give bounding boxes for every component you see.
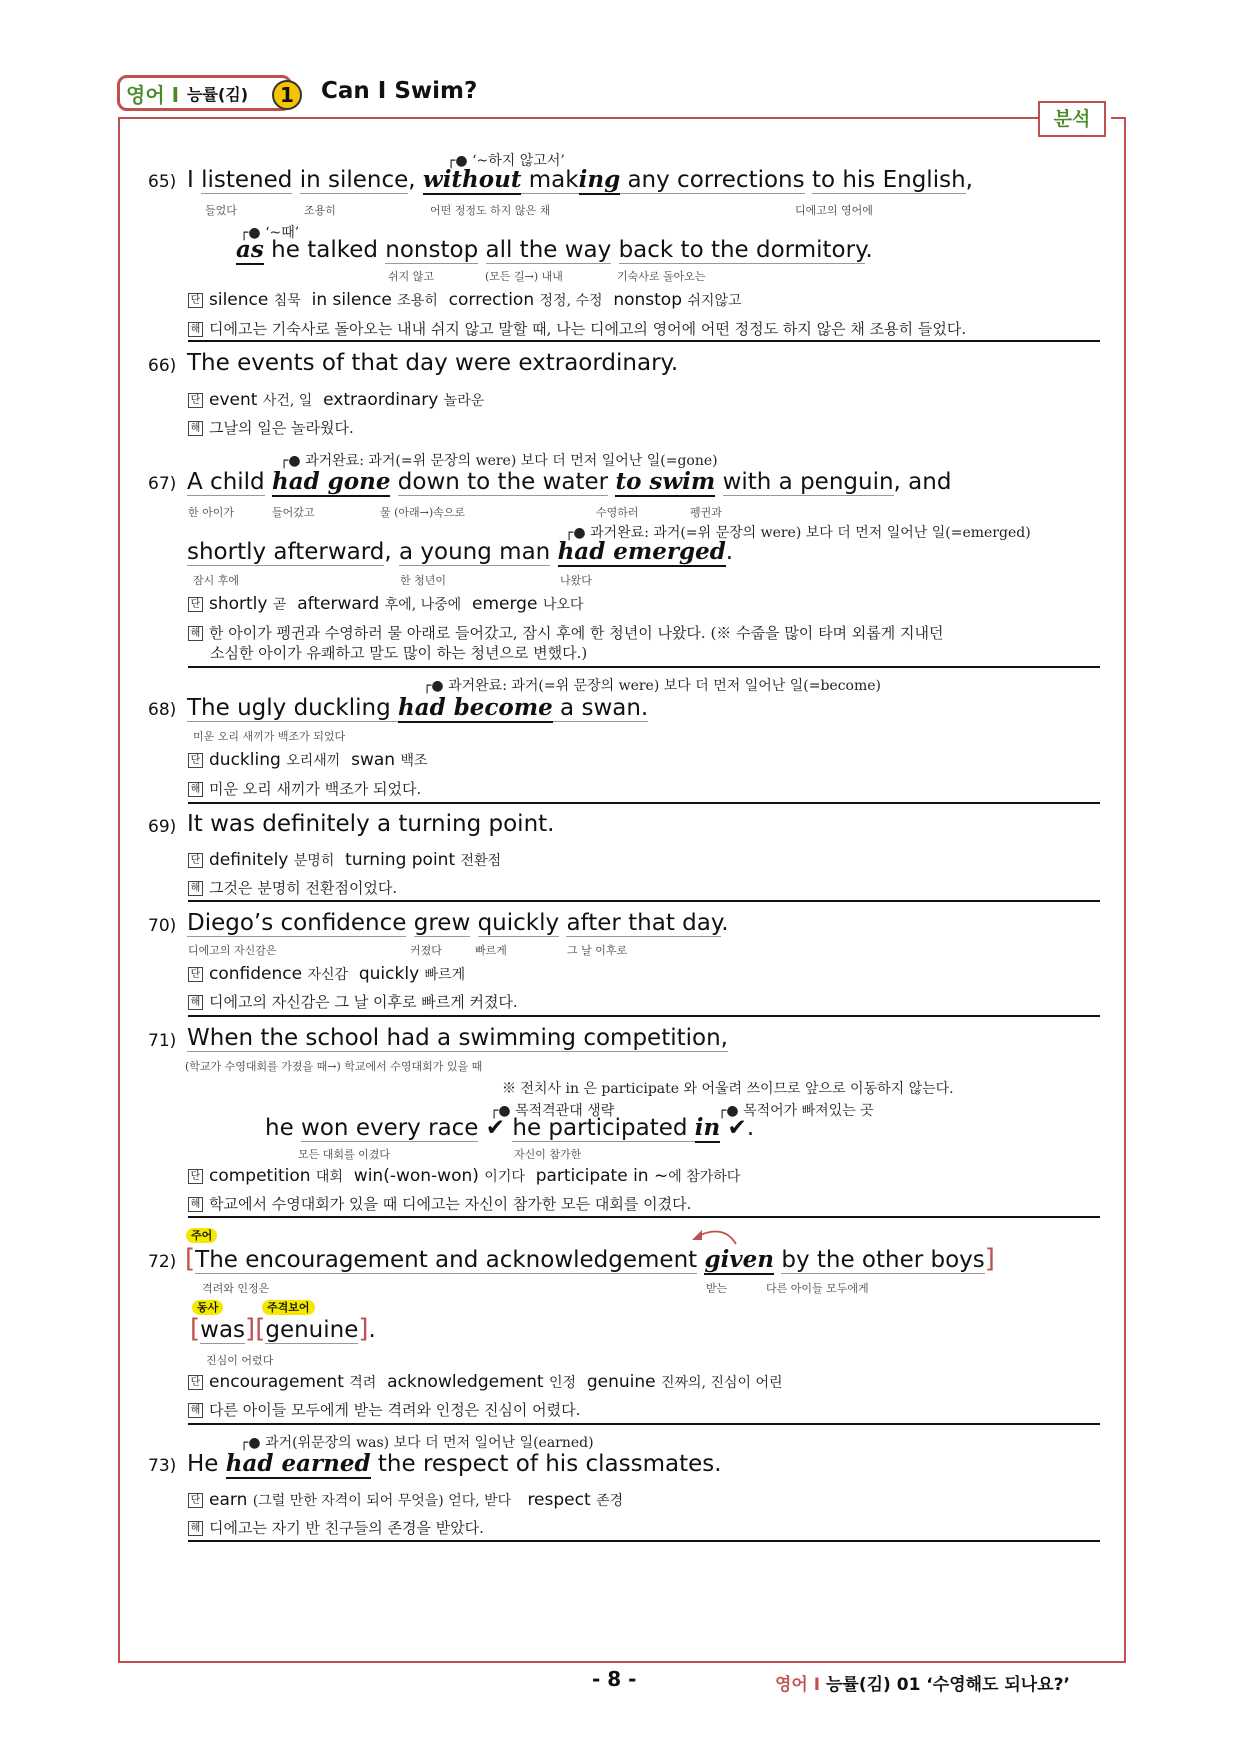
translation-line: 소심한 아이가 유쾌하고 말도 많이 하는 청년으로 변했다.) bbox=[210, 644, 588, 662]
gloss: 한 청년이 bbox=[400, 574, 447, 587]
gloss: 디에고의 영어에 bbox=[795, 204, 873, 217]
vocab-line: 단 event 사건, 일 extraordinary 놀라운 bbox=[188, 390, 484, 410]
sentence-line: It was definitely a turning point. bbox=[187, 811, 555, 837]
translation-line: 해 디에고는 자기 반 친구들의 존경을 받았다. bbox=[188, 1517, 484, 1538]
sentence-number: 70) bbox=[148, 916, 177, 936]
vocab-icon: 단 bbox=[188, 1375, 203, 1390]
lesson-number-badge: 1 bbox=[272, 80, 302, 110]
page-number: - 8 - bbox=[592, 1667, 637, 1691]
vocab-line: 단 shortly 곧 afterward 후에, 나중에 emerge 나오다 bbox=[188, 594, 583, 614]
grammar-note: ┌● 목적격관대 생략 bbox=[490, 1103, 615, 1119]
gloss: 받는 bbox=[706, 1282, 728, 1295]
sentence-line: [The encouragement and acknowledgement given by the other boys] bbox=[185, 1244, 995, 1274]
gloss: 어떤 정정도 하지 않은 채 bbox=[430, 204, 551, 217]
gloss: 기숙사로 돌아오는 bbox=[617, 270, 706, 283]
gloss: 들어갔고 bbox=[272, 506, 315, 519]
subject-tab bbox=[117, 75, 292, 111]
sentence-line: The events of that day were extraordinary. bbox=[187, 350, 679, 376]
vocab-line: 단 duckling 오리새끼 swan 백조 bbox=[188, 750, 428, 770]
vocab-icon: 단 bbox=[188, 393, 203, 408]
gloss: 나왔다 bbox=[560, 574, 592, 587]
gloss: 커졌다 bbox=[410, 944, 442, 957]
gloss: 모든 대회를 이겼다 bbox=[298, 1148, 391, 1161]
divider bbox=[188, 340, 1100, 342]
grammar-note: ※ 전치사 in 은 participate 와 어울려 쓰이므로 앞으로 이동하지 않는다. bbox=[502, 1081, 954, 1097]
grammar-note: ┌● ‘~하지 않고서’ bbox=[447, 153, 565, 169]
sentence-line: shortly afterward, a young man had emerged. bbox=[187, 538, 734, 565]
divider bbox=[188, 900, 1100, 902]
vocab-icon: 단 bbox=[188, 853, 203, 868]
gloss: 펭귄과 bbox=[690, 506, 722, 519]
divider bbox=[188, 1216, 1100, 1218]
sentence-number: 69) bbox=[148, 817, 177, 837]
analysis-tab: 분석 bbox=[1038, 101, 1106, 137]
vocab-line: 단 competition 대회 win(-won-won) 이기다 participate in ~에 참가하다 bbox=[188, 1166, 740, 1186]
vocab-icon: 단 bbox=[188, 293, 203, 308]
gloss: 격려와 인정은 bbox=[202, 1282, 270, 1295]
gloss: 그 날 이후로 bbox=[567, 944, 628, 957]
gloss: 쉬지 않고 bbox=[388, 270, 435, 283]
sentence-number: 72) bbox=[148, 1252, 177, 1272]
gloss: 빠르게 bbox=[475, 944, 507, 957]
vocab-icon: 단 bbox=[188, 967, 203, 982]
translation-line: 해 미운 오리 새끼가 백조가 되었다. bbox=[188, 778, 421, 799]
vocab-line: 단 confidence 자신감 quickly 빠르게 bbox=[188, 964, 465, 984]
translation-line: 해 그것은 분명히 전환점이었다. bbox=[188, 877, 397, 898]
translation-icon: 해 bbox=[188, 1403, 203, 1418]
grammar-note: ┌● 과거완료: 과거(=위 문장의 were) 보다 더 먼저 일어난 일(=become) bbox=[423, 678, 881, 694]
book-label: 능률(김) bbox=[187, 84, 249, 104]
vocab-icon: 단 bbox=[188, 753, 203, 768]
vocab-line: 단 definitely 분명히 turning point 전환점 bbox=[188, 850, 501, 870]
gloss: 다른 아이들 모두에게 bbox=[766, 1282, 869, 1295]
complement-tag: 주격보어 bbox=[262, 1300, 315, 1315]
grammar-note: ┌● 과거완료: 과거(=위 문장의 were) 보다 더 먼저 일어난 일(=gone) bbox=[280, 453, 718, 469]
gloss: 미운 오리 새끼가 백조가 되었다 bbox=[193, 730, 346, 743]
gloss: 자신이 참가한 bbox=[514, 1148, 582, 1161]
translation-line: 해 디에고의 자신감은 그 날 이후로 빠르게 커졌다. bbox=[188, 991, 518, 1012]
translation-icon: 해 bbox=[188, 421, 203, 436]
sentence-line: I listened in silence, without making any corrections to his English, bbox=[187, 166, 973, 193]
translation-line: 해 디에고는 기숙사로 돌아오는 내내 쉬지 않고 말할 때, 나는 디에고의 영어에 어떤 정정도 하지 않은 채 조용히 들었다. bbox=[188, 318, 966, 339]
divider bbox=[188, 1540, 1100, 1542]
subject-tag: 주어 bbox=[186, 1228, 217, 1243]
translation-icon: 해 bbox=[188, 881, 203, 896]
translation-line: 해 한 아이가 펭귄과 수영하러 물 아래로 들어갔고, 잠시 후에 한 청년이 나왔다. (※ 수줍을 많이 타며 외롭게 지내던 bbox=[188, 622, 944, 643]
sentence-line: Diego’s confidence grew quickly after that day. bbox=[187, 910, 729, 936]
sentence-number: 68) bbox=[148, 700, 177, 720]
footer-book-title: 영어 I 능률(김) 01 ‘수영해도 되나요?’ bbox=[775, 1675, 1070, 1695]
gloss: 한 아이가 bbox=[188, 506, 235, 519]
gloss: 잠시 후에 bbox=[193, 574, 240, 587]
gloss: 들었다 bbox=[205, 204, 237, 217]
sentence-line: he won every race ✔ he participated in ✔. bbox=[265, 1114, 755, 1141]
divider bbox=[188, 666, 1100, 668]
sentence-line: as he talked nonstop all the way back to the dormitory. bbox=[236, 236, 873, 263]
divider bbox=[188, 1423, 1100, 1425]
translation-icon: 해 bbox=[188, 322, 203, 337]
gloss: 물 (아래→)속으로 bbox=[380, 506, 466, 519]
gloss: 조용히 bbox=[304, 204, 336, 217]
sentence-number: 71) bbox=[148, 1031, 177, 1051]
gloss: 디에고의 자신감은 bbox=[188, 944, 277, 957]
grammar-note: ┌● 과거(위문장의 was) 보다 더 먼저 일어난 일(earned) bbox=[240, 1435, 594, 1451]
grammar-note: ┌● 과거완료: 과거(=위 문장의 were) 보다 더 먼저 일어난 일(=emerged) bbox=[565, 525, 1031, 541]
vocab-line: 단 silence 침묵 in silence 조용히 correction 정정, 수정 nonstop 쉬지않고 bbox=[188, 290, 742, 310]
translation-icon: 해 bbox=[188, 1521, 203, 1536]
sentence-line: The ugly duckling had become a swan. bbox=[187, 694, 649, 721]
gloss: 수영하러 bbox=[596, 506, 639, 519]
translation-line: 해 학교에서 수영대회가 있을 때 디에고는 자신이 참가한 모든 대회를 이겼다. bbox=[188, 1193, 691, 1214]
vocab-icon: 단 bbox=[188, 1493, 203, 1508]
vocab-icon: 단 bbox=[188, 1169, 203, 1184]
gloss: (모든 길→) 내내 bbox=[485, 270, 563, 283]
sentence-number: 67) bbox=[148, 474, 177, 494]
translation-icon: 해 bbox=[188, 995, 203, 1010]
translation-line: 해 그날의 일은 놀라웠다. bbox=[188, 417, 354, 438]
vocab-line: 단 encouragement 격려 acknowledgement 인정 genuine 진짜의, 진심이 어린 bbox=[188, 1372, 783, 1392]
translation-icon: 해 bbox=[188, 1197, 203, 1212]
grammar-note: ┌● ‘~때’ bbox=[240, 225, 300, 241]
grammar-note: ┌● 목적어가 빠져있는 곳 bbox=[718, 1103, 874, 1119]
translation-line: 해 다른 아이들 모두에게 받는 격려와 인정은 진심이 어렸다. bbox=[188, 1399, 580, 1420]
sentence-line: A child had gone down to the water to swim with a penguin, and bbox=[187, 468, 952, 495]
vocab-icon: 단 bbox=[188, 597, 203, 612]
sentence-number: 73) bbox=[148, 1456, 177, 1476]
gloss: (학교가 수영대회를 가졌을 때→) 학교에서 수영대회가 있을 때 bbox=[185, 1060, 483, 1073]
gloss: 진심이 어렸다 bbox=[206, 1354, 274, 1367]
vocab-line: 단 earn (그럴 만한 자격이 되어 무엇을) 얻다, 받다 respect 존경 bbox=[188, 1490, 623, 1510]
sentence-line: He had earned the respect of his classmates. bbox=[187, 1450, 722, 1477]
sentence-number: 65) bbox=[148, 172, 177, 192]
translation-icon: 해 bbox=[188, 626, 203, 641]
sentence-number: 66) bbox=[148, 356, 177, 376]
sentence-line: [was][genuine]. bbox=[190, 1314, 376, 1344]
divider bbox=[188, 802, 1100, 804]
sentence-line: When the school had a swimming competition, bbox=[187, 1025, 728, 1051]
lesson-title: Can I Swim? bbox=[321, 78, 478, 104]
subject-label: 영어 I bbox=[126, 82, 180, 107]
arrow-icon bbox=[686, 1224, 742, 1246]
translation-icon: 해 bbox=[188, 782, 203, 797]
divider bbox=[188, 1015, 1100, 1017]
verb-tag: 동사 bbox=[192, 1300, 223, 1315]
